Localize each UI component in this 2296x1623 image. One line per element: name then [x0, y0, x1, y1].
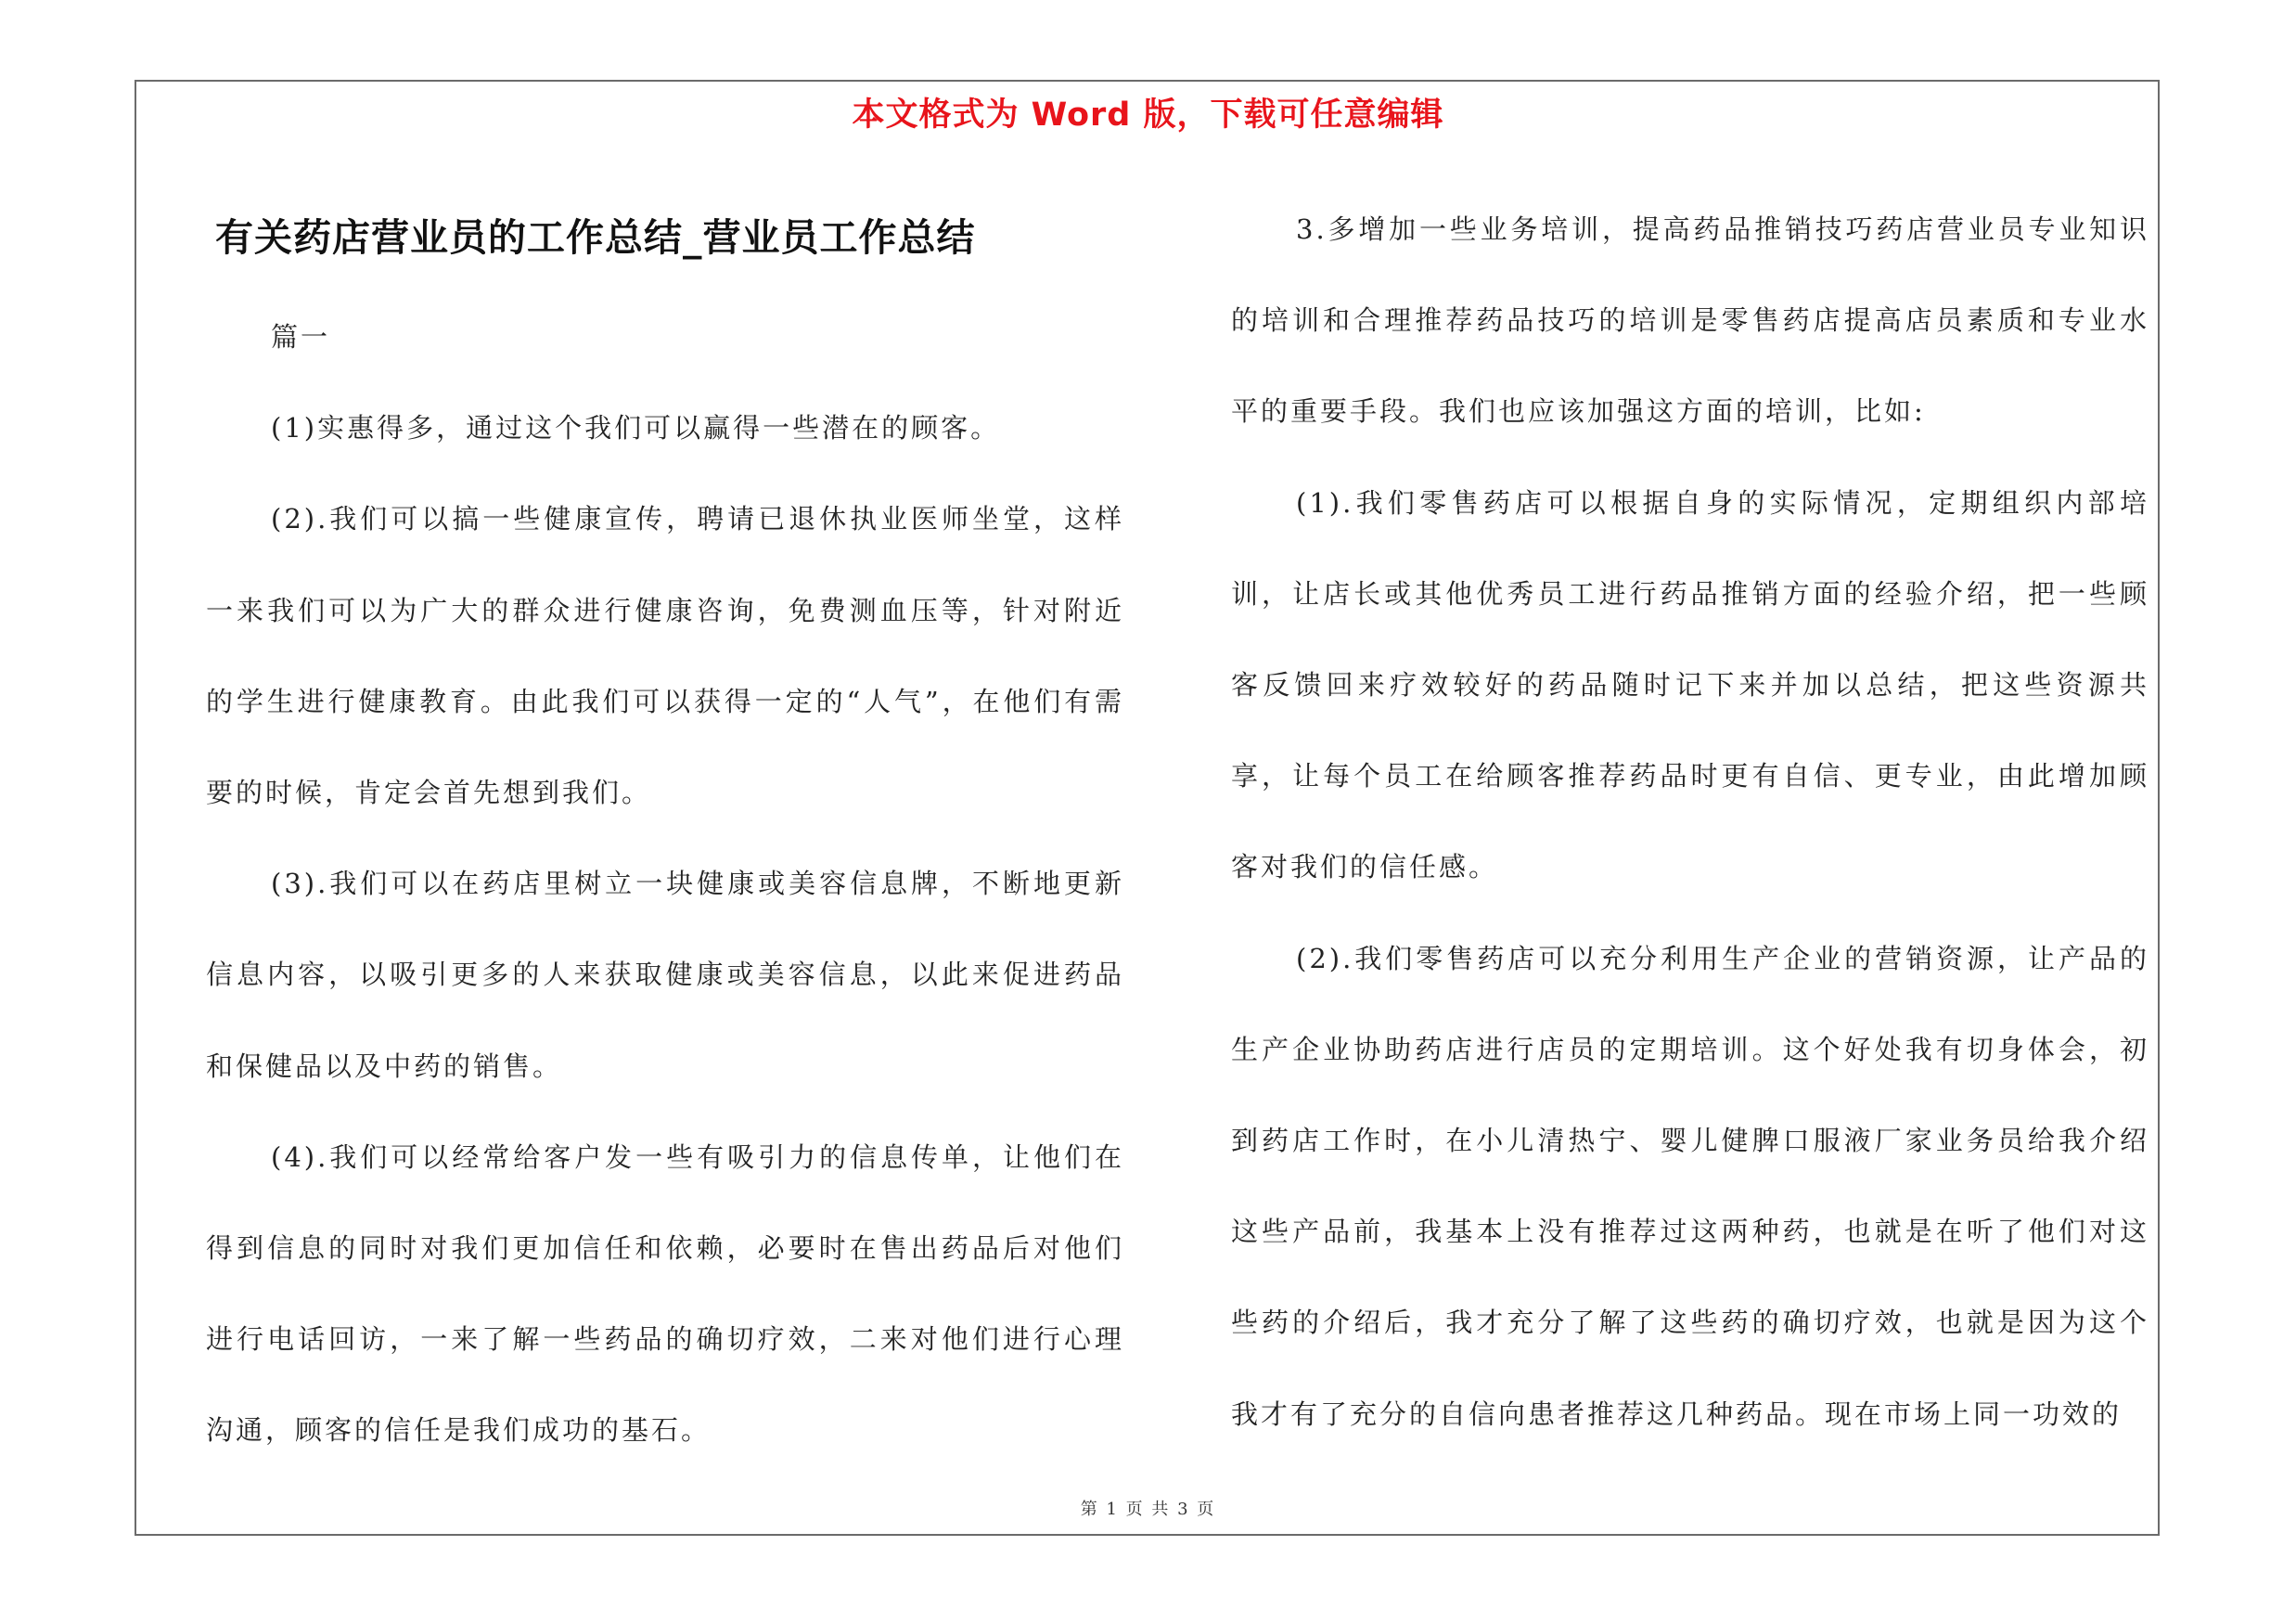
paragraph: (3).我们可以在药店里树立一块健康或美容信息牌，不断地更新信息内容，以吸引更多的人来获取健康或美容信息，以此来促进药品和保健品以及中药的销售。 [206, 868, 1124, 1082]
paragraph: 3.多增加一些业务培训，提高药品推销技巧药店营业员专业知识的培训和合理推荐药品技巧的培训是零售药店提高店员素质和专业水平的重要手段。我们也应该加强这方面的培训，比如: [1231, 213, 2149, 428]
paragraph: (1)实惠得多，通过这个我们可以赢得一些潜在的顾客。 [271, 412, 1001, 444]
section-heading: 篇一 [271, 321, 331, 353]
page-number-footer: 第 1 页 共 3 页 [1080, 1500, 1216, 1519]
paragraph: (4).我们可以经常给客户发一些有吸引力的信息传单，让他们在得到信息的同时对我们更加信任和依赖，必要时在售出药品后对他们进行电话回访，一来了解一些药品的确切疗效，二来对他们进行心理沟通，顾客的信任是我们成功的基石。 [206, 1140, 1124, 1447]
paragraph: (2).我们可以搞一些健康宣传，聘请已退休执业医师坐堂，这样一来我们可以为广大的群众进行健康咨询，免费测血压等，针对附近的学生进行健康教育。由此我们可以获得一定的“人气”，在他们有需要的时候，肯定会首先想到我们。 [206, 503, 1124, 809]
paragraph: (1).我们零售药店可以根据自身的实际情况，定期组织内部培训，让店长或其他优秀员工进行药品推销方面的经验介绍，把一些顾客反馈回来疗效较好的药品随时记下来并加以总结，把这些资源共享，让每个员工在给顾客推荐药品时更有自信、更专业，由此增加顾客对我们的信任感。 [1231, 486, 2149, 883]
paragraph: (2).我们零售药店可以充分利用生产企业的营销资源，让产品的生产企业协助药店进行店员的定期培训。这个好处我有切身体会，初到药店工作时，在小儿清热宁、婴儿健脾口服液厂家业务员给我介绍这些产品前，我基本上没有推荐过这两种药，也就是在听了他们对这些药的介绍后，我才充分了解了这些药的确切疗效，也就是因为这个我才有了充分的自信向患者推荐这几种药品。现在市场上同一功效的 [1231, 942, 2149, 1430]
right-column [1231, 184, 2149, 1460]
document-title: 有关药店营业员的工作总结_营业员工作总结 [215, 215, 976, 260]
left-column [206, 184, 1124, 1476]
word-format-banner: 本文格式为 Word 版，下载可任意编辑 [852, 97, 1444, 134]
